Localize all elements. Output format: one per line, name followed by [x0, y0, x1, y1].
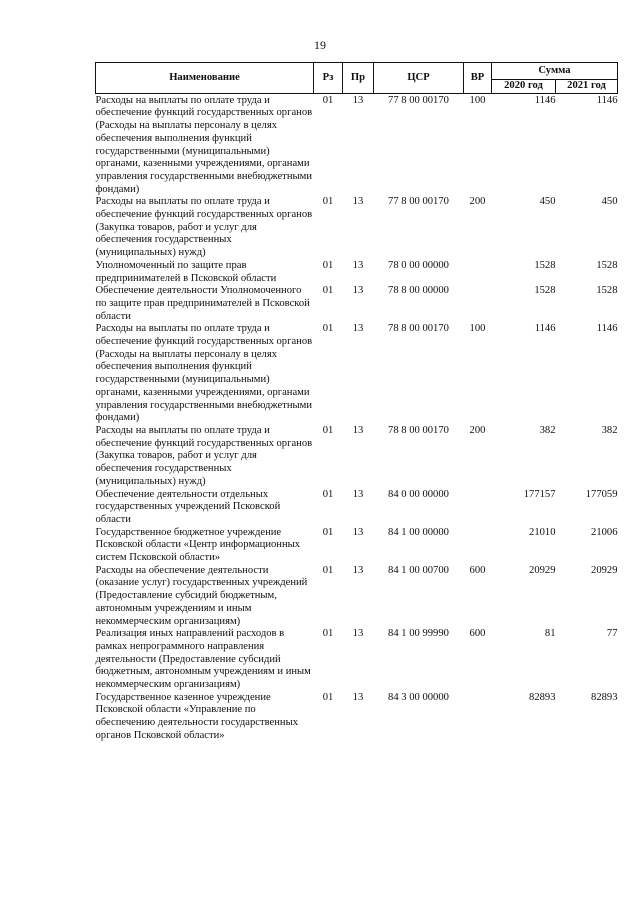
table-row [96, 93, 618, 196]
row-vr [464, 527, 492, 565]
row-vr [464, 692, 492, 743]
row-rz: 01 [322, 628, 334, 640]
row-name: Государственное бюджетное учреждение Псковской области «Центр информационных систем Псковской области» [95, 526, 301, 564]
header-rz: Рз [314, 63, 343, 94]
row-pr: 13 [352, 259, 364, 271]
row-sum-2021: 1146 [596, 94, 618, 106]
row-pr: 13 [352, 526, 364, 538]
row-name: Расходы на выплаты по оплате труда и обеспечение функций государственных органов (Закупка товаров, работ и услуг для обеспечения государственных (муниципальных) нужд) [95, 196, 313, 259]
header-name: Наименование [96, 63, 314, 94]
row-sum-2021: 21006 [591, 526, 618, 538]
row-pr: 13 [352, 424, 364, 436]
row-pr: 13 [352, 564, 364, 576]
row-csr: 78 8 00 00170 [388, 424, 449, 436]
row-csr: 84 3 00 00000 [388, 691, 449, 703]
row-vr: 100 [469, 323, 486, 335]
page-number: 19 [314, 38, 326, 52]
row-name: Расходы на выплаты по оплате труда и обеспечение функций государственных органов (Расходы на выплаты персоналу в целях обеспечения выполнения функций государственными (муниципальными) органами, казенными учреждениями, органами управления государственными внебюджетными фондами) [95, 94, 313, 195]
row-sum-2021: 82893 [591, 691, 618, 703]
header-year-2021: 2021 год [556, 80, 618, 94]
row-name: Государственное казенное учреждение Псковской области «Управление по обеспечению деятельности государственных органов Псковской области» [95, 691, 298, 741]
row-name: Расходы на выплаты по оплате труда и обеспечение функций государственных органов (Закупка товаров, работ и услуг для обеспечения государственных (муниципальных) нужд) [95, 424, 313, 487]
table-row [96, 323, 618, 425]
row-rz: 01 [322, 691, 334, 703]
row-name: Обеспечение деятельности отдельных государственных учреждений Псковской области [95, 488, 281, 525]
row-pr: 13 [352, 691, 364, 703]
row-sum-2021: 77 [606, 628, 618, 640]
table-row [96, 425, 618, 489]
row-rz: 01 [322, 488, 334, 500]
row-pr: 13 [352, 196, 364, 208]
row-csr: 78 0 00 00000 [388, 259, 449, 271]
row-sum-2020: 81 [544, 628, 556, 640]
row-sum-2020: 1146 [534, 94, 556, 106]
table-row [96, 196, 618, 260]
row-pr: 13 [352, 94, 364, 106]
row-vr: 100 [469, 94, 486, 106]
row-rz: 01 [322, 526, 334, 538]
row-csr: 77 8 00 00170 [388, 196, 449, 208]
row-sum-2020: 450 [539, 196, 556, 208]
row-csr: 78 8 00 00170 [388, 323, 449, 335]
row-pr: 13 [352, 488, 364, 500]
table-row [96, 527, 618, 565]
row-rz: 01 [322, 323, 334, 335]
row-sum-2021: 382 [601, 424, 618, 436]
header-vr: ВР [464, 63, 492, 94]
row-sum-2021: 450 [601, 196, 618, 208]
row-pr: 13 [352, 628, 364, 640]
row-pr: 13 [352, 323, 364, 335]
row-rz: 01 [322, 196, 334, 208]
row-csr: 84 0 00 00000 [388, 488, 449, 500]
row-sum-2020: 82893 [529, 691, 556, 703]
row-rz: 01 [322, 285, 334, 297]
row-name: Реализация иных направлений расходов в рамках непрограммного направления деятельности (Предоставление субсидий бюджетным, автономным учреждениям и иным некоммерческим организациям) [95, 628, 311, 691]
row-sum-2020: 1528 [534, 285, 556, 297]
table-row [96, 628, 618, 692]
row-sum-2020: 20929 [529, 564, 556, 576]
row-sum-2021: 1146 [596, 323, 618, 335]
row-name: Обеспечение деятельности Уполномоченного по защите прав предпринимателей в Псковской области [95, 285, 310, 322]
row-sum-2021: 1528 [596, 285, 618, 297]
table-row [96, 565, 618, 629]
row-vr: 600 [469, 564, 486, 576]
table-row [96, 489, 618, 527]
row-rz: 01 [322, 94, 334, 106]
row-vr: 600 [469, 628, 486, 640]
row-sum-2021: 1528 [596, 259, 618, 271]
row-name: Расходы на обеспечение деятельности (оказание услуг) государственных учреждений (Предоставление субсидий бюджетным, автономным учреждениям и иным некоммерческим организациям) [95, 564, 308, 627]
row-sum-2020: 1528 [534, 259, 556, 271]
row-name: Расходы на выплаты по оплате труда и обеспечение функций государственных органов (Расходы на выплаты персоналу в целях обеспечения выполнения функций государственными (муниципальными) органами, казенными учреждениями, органами управления государственными внебюджетными фондами) [95, 323, 313, 424]
table-row [96, 692, 618, 743]
row-rz: 01 [322, 259, 334, 271]
table-row [96, 285, 618, 323]
header-pr: Пр [343, 63, 374, 94]
row-csr: 84 1 00 00700 [388, 564, 449, 576]
header-csr: ЦСР [374, 63, 464, 94]
row-rz: 01 [322, 424, 334, 436]
row-sum-2021: 20929 [591, 564, 618, 576]
row-vr [464, 489, 492, 527]
row-pr: 13 [352, 285, 364, 297]
row-sum-2020: 21010 [529, 526, 556, 538]
row-vr: 200 [469, 196, 486, 208]
row-rz: 01 [322, 564, 334, 576]
row-vr [464, 285, 492, 323]
row-csr: 84 1 00 99990 [388, 628, 449, 640]
row-csr: 77 8 00 00170 [388, 94, 449, 106]
row-csr: 84 1 00 00000 [388, 526, 449, 538]
row-name: Уполномоченный по защите прав предпринимателей в Псковской области [95, 259, 277, 284]
row-sum-2021: 177059 [585, 488, 618, 500]
row-sum-2020: 1146 [534, 323, 556, 335]
header-sum: Сумма [492, 63, 618, 80]
table-row [96, 260, 618, 285]
budget-table [95, 62, 618, 743]
row-vr: 200 [469, 424, 486, 436]
header-year-2020: 2020 год [492, 80, 556, 94]
row-sum-2020: 177157 [523, 488, 556, 500]
row-vr [464, 260, 492, 285]
row-sum-2020: 382 [539, 424, 556, 436]
row-csr: 78 8 00 00000 [388, 285, 449, 297]
